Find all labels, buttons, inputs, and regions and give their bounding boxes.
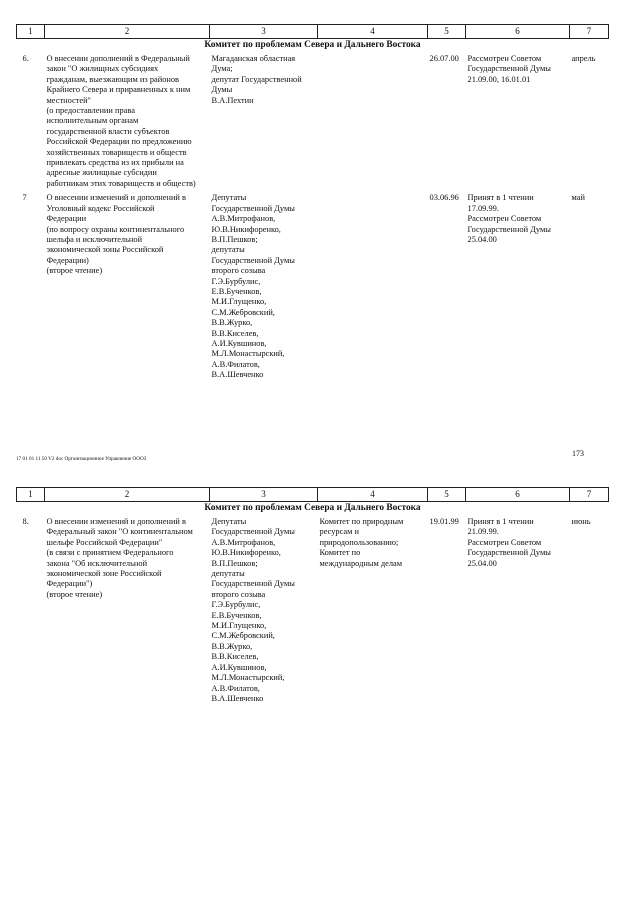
column-number: 2 [45, 488, 210, 502]
bill-author-line: М.Л.Монастырский, [211, 349, 285, 359]
bill-author-line: А.В.Митрофанов, [211, 214, 276, 224]
column-number: 2 [45, 25, 210, 39]
bill-title-line: закон "О жилищных субсидиях [46, 64, 159, 74]
co-executor [318, 192, 428, 383]
bill-author-line: В.А.Пехтин [211, 95, 254, 105]
bill-author-line: депутат Государственной [211, 74, 302, 84]
bill-author-line: Г.Э.Бурбулис, [211, 600, 261, 610]
bill-author-line: В.В.Киселев, [211, 652, 259, 662]
co-executor-line: ресурсам и [319, 527, 360, 537]
bill-author-line: Государственной Думы [211, 203, 295, 213]
bill-title-line: (второе чтение) [46, 266, 103, 276]
bill-status-line: Государственной Думы [467, 64, 551, 74]
bill-title-line: исполнительным органам [46, 116, 139, 126]
bill-title-line: шельфе Российской Федерации" [46, 537, 163, 547]
bill-title-line: Федеральный закон "О континентальном [46, 527, 193, 537]
committee-heading-row [17, 39, 609, 54]
co-executor-line: международным делам [319, 558, 403, 568]
submission-date: 26.07.00 [429, 54, 459, 63]
column-number: 1 [17, 25, 45, 39]
bill-author-line: Государственной Думы [211, 579, 295, 589]
column-number: 7 [570, 25, 609, 39]
bill-status-line: Государственной Думы [467, 548, 551, 558]
co-executor-line: природопользованию; [319, 537, 399, 547]
planned-month: июнь [571, 517, 591, 526]
row-number: 8. [22, 517, 29, 526]
bill-title-line: гражданам, выезжающим из районов [46, 74, 180, 84]
bill-author-line: В.А.Шевченко [211, 693, 264, 703]
column-number: 7 [570, 488, 609, 502]
column-number: 3 [210, 488, 318, 502]
bill-author-line: депутаты [211, 569, 245, 579]
bill-title-line: Уголовный кодекс Российской [46, 203, 155, 213]
bill-status-line: 21.09.00, 16.01.01 [467, 74, 531, 84]
bill-status-line: Рассмотрен Советом [467, 214, 542, 224]
table-row [17, 516, 609, 707]
column-number-header [17, 488, 609, 502]
bill-title-line: (о предоставлении права [46, 106, 135, 116]
bill-status [466, 53, 570, 192]
co-executor-line: Комитет по природным [319, 517, 404, 526]
bill-title [45, 192, 210, 383]
bill-title-line: О внесении изменений и дополнений в [46, 193, 186, 203]
bill-author-line: В.В.Киселев, [211, 328, 259, 338]
bill-title-line: О внесении дополнений в Федеральный [46, 54, 190, 63]
planned-month: май [571, 193, 585, 203]
bill-author-line: Государственной Думы [211, 255, 295, 265]
bill-status-line: Государственной Думы [467, 224, 551, 234]
column-number: 1 [17, 488, 45, 502]
bill-author-line: Депутаты [211, 517, 247, 526]
bill-author-line: В.П.Пешков; [211, 234, 258, 244]
submission-date: 03.06.96 [429, 193, 459, 203]
bill-title-line: хозяйственных товариществ и обществ [46, 147, 187, 157]
bill-author-line: Ю.В.Никифоренко, [211, 548, 281, 558]
row-number: 7 [22, 193, 27, 203]
column-number: 4 [318, 25, 428, 39]
bill-status-line: Рассмотрен Советом [467, 537, 542, 547]
bill-title-line: экономической зоне Российской [46, 569, 162, 579]
bill-title-line: экономической зоны Российской [46, 245, 164, 255]
bill-title-line: О внесении изменений и дополнений в [46, 517, 186, 526]
column-number: 5 [428, 488, 466, 502]
bill-author-line: Депутаты [211, 193, 247, 203]
legislation-table-page-173 [16, 24, 609, 384]
bill-title-line: закона "Об исключительной [46, 558, 148, 568]
bill-title-line: местностей" [46, 95, 91, 105]
bill-title-line: шельфа и исключительной [46, 234, 143, 244]
column-number: 5 [428, 25, 466, 39]
bill-author-line: депутаты [211, 245, 245, 255]
table-body [17, 516, 609, 707]
column-number: 6 [466, 488, 570, 502]
table-row [17, 53, 609, 192]
bill-author-line: В.П.Пешков; [211, 558, 258, 568]
bill-title-line: работникам этих товариществ и обществ) [46, 178, 196, 188]
bill-status-line: Принят в 1 чтении [467, 517, 534, 526]
bill-author-line: В.А.Шевченко [211, 370, 264, 380]
bill-status-line: 17.09.99. [467, 203, 499, 213]
committee-heading: Комитет по проблемам Севера и Дальнего Востока [204, 40, 421, 50]
bill-status-line: 21.09.99. [467, 527, 499, 537]
bill-author-line: Е.В.Бученков, [211, 610, 262, 620]
bill-title-line: Федерации) [46, 255, 89, 265]
bill-author-line: М.И.Глущенко, [211, 621, 267, 631]
bill-author-line: А.В.Филатов, [211, 683, 260, 693]
bill-status-line: 25.04.00 [467, 234, 497, 244]
bill-status-line: 25.04.00 [467, 558, 497, 568]
bill-author-line: А.В.Митрофанов, [211, 537, 276, 547]
bill-author-line: Дума; [211, 64, 233, 74]
column-number: 4 [318, 488, 428, 502]
co-executor [318, 53, 428, 192]
bill-author [210, 53, 318, 192]
bill-title-line: адресные жилищные субсидии [46, 168, 157, 178]
bill-author-line: А.И.Кувшинов, [211, 338, 267, 348]
bill-title-line: Федерации [46, 214, 87, 224]
bill-title-line: Российской Федерации по предложению [46, 137, 192, 147]
bill-author-line: второго созыва [211, 266, 266, 276]
bill-author-line: А.И.Кувшинов, [211, 662, 267, 672]
bill-author-line: Ю.В.Никифоренко, [211, 224, 281, 234]
column-number: 3 [210, 25, 318, 39]
bill-author-line: М.Л.Монастырский, [211, 673, 285, 683]
table-row [17, 192, 609, 383]
bill-title-line: (по вопросу охраны континентального [46, 224, 185, 234]
column-number: 6 [466, 25, 570, 39]
planned-month: апрель [571, 54, 596, 63]
bill-status [466, 192, 570, 383]
bill-title [45, 53, 210, 192]
bill-author-line: С.М.Жебровский, [211, 307, 275, 317]
bill-author-line: С.М.Жебровский, [211, 631, 275, 641]
bill-title-line: (в связи с принятием Федерального [46, 548, 174, 558]
bill-title [45, 516, 210, 707]
bill-title-line: (второе чтение) [46, 589, 103, 599]
bill-author-line: Е.В.Бученков, [211, 286, 262, 296]
bill-author-line: Г.Э.Бурбулис, [211, 276, 261, 286]
committee-heading: Комитет по проблемам Севера и Дальнего Востока [204, 503, 421, 513]
bill-author-line: Магаданская областная [211, 54, 296, 63]
bill-author-line: второго созыва [211, 589, 266, 599]
legislation-table-page-174 [16, 487, 609, 707]
bill-author-line: В.В.Журко, [211, 641, 253, 651]
bill-author-line: М.И.Глущенко, [211, 297, 267, 307]
bill-author-line: Государственной Думы [211, 527, 295, 537]
committee-heading-row [17, 502, 609, 517]
submission-date: 19.01.99 [429, 517, 459, 526]
bill-author-line: В.В.Журко, [211, 318, 253, 328]
document-footer: 17 01 01 11 50 V2 doc Организационное Управление ООО3 [16, 456, 147, 462]
bill-author [210, 516, 318, 707]
bill-status [466, 516, 570, 707]
co-executor-line: Комитет по [319, 548, 361, 558]
bill-title-line: Федерации") [46, 579, 93, 589]
bill-title-line: государственной власти субъектов [46, 126, 170, 136]
bill-title-line: привлекать средства из их прибыли на [46, 158, 184, 168]
bill-author [210, 192, 318, 383]
bill-author-line: А.В.Филатов, [211, 359, 260, 369]
bill-status-line: Рассмотрен Советом [467, 54, 542, 63]
column-number-header [17, 25, 609, 39]
page-number: 173 [572, 449, 584, 458]
bill-author-line: Думы [211, 85, 233, 95]
bill-status-line: Принят в 1 чтении [467, 193, 534, 203]
row-number: 6. [22, 54, 29, 63]
bill-title-line: Крайнего Севера и приравненных к ним [46, 85, 191, 95]
co-executor [318, 516, 428, 707]
table-body [17, 53, 609, 384]
